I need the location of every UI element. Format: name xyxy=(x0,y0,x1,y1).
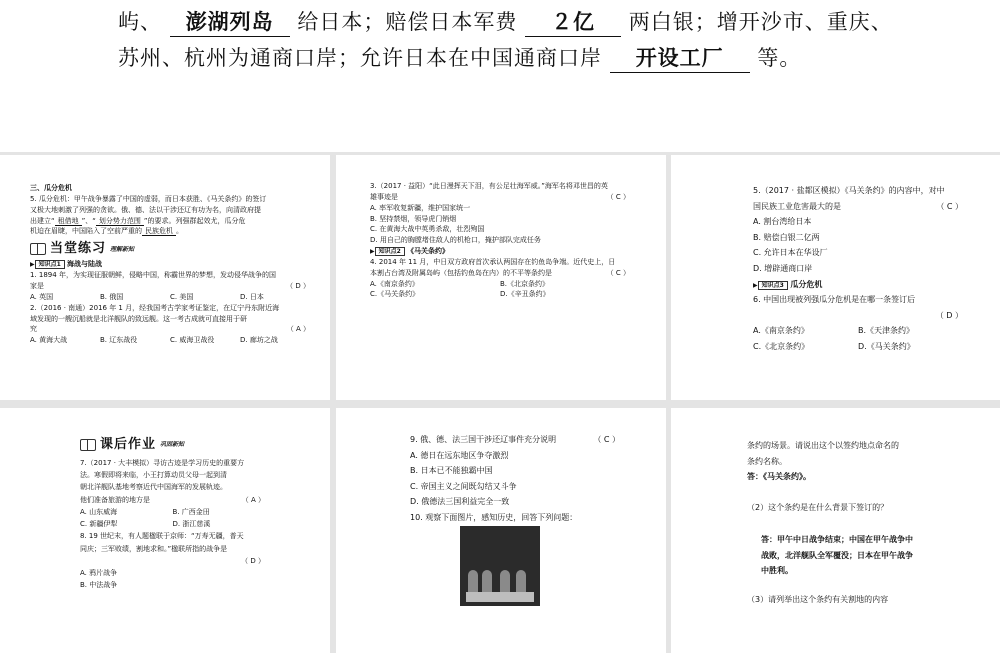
option: B.《天津条约》 xyxy=(858,326,915,336)
answer: （ C ） xyxy=(936,201,963,211)
option: B. 俄国 xyxy=(100,292,124,301)
answer: （ C ） xyxy=(606,268,630,277)
answer-text: 中胜利。 xyxy=(761,566,793,576)
option: C. 允许日本在华设厂 xyxy=(753,248,828,258)
option: B. 日本已不能独霸中国 xyxy=(410,466,493,476)
answer: （ D ） xyxy=(935,310,963,320)
banner-subtitle: 巩固新知 xyxy=(160,441,185,449)
option: D. 日本 xyxy=(240,292,264,301)
option: A. 山东威海 xyxy=(80,507,118,516)
question-line xyxy=(80,494,265,506)
answer-blank: ２亿 xyxy=(525,6,621,37)
question-text: 6. 中国出现被列强瓜分危机是在哪一条签订后 xyxy=(753,295,916,305)
topic-line xyxy=(753,277,963,293)
text: 。 xyxy=(176,227,183,236)
section-title: 三、瓜分危机 xyxy=(30,184,72,192)
text: 苏州、杭州为通商口岸；允许日本在中国通商口岸 xyxy=(118,46,602,70)
answer-blank: 划分势力范围 xyxy=(96,217,144,226)
text: 等。 xyxy=(757,46,802,70)
topic-tag: 知识点2 xyxy=(375,247,405,256)
option: A. 英国 xyxy=(30,292,54,301)
text: 家是 xyxy=(30,282,44,291)
option: B. 辽东战役 xyxy=(100,336,138,345)
banner-title: 当堂练习 xyxy=(50,241,107,257)
text: 国民族工业危害最大的是 xyxy=(753,201,841,211)
options xyxy=(30,335,310,346)
text: 机迫在眉睫，中国陷入了空前严重的 xyxy=(30,227,142,236)
options xyxy=(80,518,265,530)
table xyxy=(466,592,534,602)
option: D. 用自己的胸膛堵住敌人的机枪口，掩护部队完成任务 xyxy=(370,236,541,245)
answer: （ D ） xyxy=(241,556,265,565)
text: ”的要求。列强群起效尤，瓜分危 xyxy=(143,216,246,225)
option: A. 率军收复新疆，维护国家统一 xyxy=(370,203,471,212)
option: B. 广西金田 xyxy=(172,507,210,516)
top-line-2 xyxy=(118,42,801,73)
top-text-area xyxy=(0,0,1000,152)
answer: （ A ） xyxy=(241,495,265,504)
option: D.《马关条约》 xyxy=(858,341,915,351)
answer-blank: 民族危机 xyxy=(142,227,176,236)
text: 9. 俄、德、法三国干涉还辽事件充分说明 xyxy=(410,435,557,444)
banner xyxy=(30,239,310,259)
question-line xyxy=(30,324,310,335)
answer-blank: 租借地 xyxy=(55,217,82,226)
answer-text: 答：甲午中日战争结束；中国在甲午战争中 xyxy=(761,535,913,544)
option: A. 黄海大战 xyxy=(30,336,68,345)
option: D. 俄德法三国利益完全一致 xyxy=(410,497,510,507)
question-text: 5. 瓜分危机：甲午战争暴露了中国的虚弱，而日本获胜、《马关条约》的签订 xyxy=(30,194,267,203)
option: D. 廊坊之战 xyxy=(240,336,278,345)
option: A. 鸦片战争 xyxy=(80,569,118,577)
topic-title: 海战与陆战 xyxy=(67,260,103,269)
option: D. 浙江慈溪 xyxy=(172,520,211,528)
question-text: 条约的场景。请说出这个以签约地点命名的 xyxy=(747,441,899,450)
answer: （ A ） xyxy=(286,325,310,334)
slide-thumbnail-6[interactable] xyxy=(671,408,1000,653)
text: 给日本；赔偿日本军费 xyxy=(297,10,518,34)
topic-tag: 知识点3 xyxy=(758,281,788,290)
text: 雄事迹是 xyxy=(370,192,398,201)
triangle-icon: ▶ xyxy=(30,261,35,269)
option: D.《辛丑条约》 xyxy=(500,290,550,299)
answer-text: 战败，北洋舰队全军覆没；日本在甲午战争 xyxy=(761,550,913,560)
question-text: 2.（2016 · 南通）2016 年 1 月，经我国考古学家考证鉴定，在辽宁丹东附近海 xyxy=(30,303,280,312)
question-text: 10. 观察下面图片，感知历史，回答下列问题： xyxy=(410,512,578,522)
option: C. 帝国主义之间既勾结又斗争 xyxy=(410,481,517,491)
question-line xyxy=(30,281,310,292)
historical-photo xyxy=(460,526,540,606)
question-line xyxy=(30,216,310,227)
triangle-icon: ▶ xyxy=(753,281,758,289)
text: 两白银；增开沙市、重庆、 xyxy=(628,10,893,34)
question-text: 8. 19 世纪末，有人题楹联于京师：“万寿无疆，普天 xyxy=(80,532,244,541)
options xyxy=(30,292,310,303)
text: 究 xyxy=(30,325,37,334)
question-text: 5.（2017 · 盐都区模拟）《马关条约》的内容中，对中 xyxy=(753,186,945,195)
question-line xyxy=(753,199,963,215)
option: C. 威海卫战役 xyxy=(170,336,215,345)
option: B. 中法战争 xyxy=(80,581,118,590)
question-text: 3.（2017 · 益阳）“此日漫挥天下泪，有公足壮海军威。”海军名将邓世昌的英 xyxy=(370,182,608,190)
text: ”、“ xyxy=(81,216,96,225)
question-line xyxy=(370,268,630,279)
options xyxy=(753,323,963,339)
question-line xyxy=(410,432,620,448)
option: D. 增辟通商口岸 xyxy=(753,263,813,273)
question-text: 7.（2017 · 大丰模拟）寻访古迹是学习历史的重要方 xyxy=(80,458,245,467)
topic-tag: 知识点1 xyxy=(35,260,65,269)
option: C. 美国 xyxy=(170,292,194,301)
topic-line xyxy=(370,246,630,257)
topic-title: 《马关条约》 xyxy=(407,247,450,256)
option: C.《北京条约》 xyxy=(753,341,810,351)
slide-thumbnail-2[interactable] xyxy=(336,155,666,400)
question-text: 又极大地刺激了列强的贪欲。俄、德、法以干涉还辽有功为名，向清政府提 xyxy=(30,205,261,214)
slide-thumbnail-4[interactable] xyxy=(0,408,330,653)
options xyxy=(80,506,265,518)
option: C. 在黄海大战中英勇杀敌，壮烈殉国 xyxy=(370,225,485,234)
option: A. 割台湾给日本 xyxy=(753,217,812,227)
text: 屿、 xyxy=(118,10,162,34)
banner-title: 课后作业 xyxy=(100,437,157,452)
question-text: 法。寒假即将来临，小王打算动员父母一起到清 xyxy=(80,471,227,479)
option: A. 德日在远东地区争夺激烈 xyxy=(410,450,509,460)
option: C.《马关条约》 xyxy=(370,290,420,299)
option: B.《北京条约》 xyxy=(500,279,550,288)
top-line-1 xyxy=(118,6,893,37)
question-text: 同庆；三军败绩，割地求和。”楹联所指的战争是 xyxy=(80,544,228,553)
topic-title: 瓜分危机 xyxy=(790,279,823,289)
question-line xyxy=(370,192,630,203)
book-icon xyxy=(30,243,46,255)
triangle-icon: ▶ xyxy=(370,248,375,256)
slide-thumbnail-3[interactable] xyxy=(671,155,1000,400)
text: 本割占台湾及附属岛屿（包括钓鱼岛在内）的不平等条约是 xyxy=(370,268,552,277)
question-text: （2）这个条约是在什么背景下签订的？ xyxy=(747,503,889,512)
answer: （ C ） xyxy=(606,192,630,201)
question-text: 域发现的一艘沉船就是北洋舰队的致远舰。这一考古成就可直接用于研 xyxy=(30,314,247,323)
text: 出建立“ xyxy=(30,216,55,225)
book-icon xyxy=(80,439,96,451)
question-text: 条约名称。 xyxy=(747,456,787,466)
text: 他们准备旅游的地方是 xyxy=(80,495,150,504)
answer-blank: 澎湖列岛 xyxy=(170,6,290,37)
slide-thumbnail-5[interactable] xyxy=(336,408,666,653)
option: A.《南京条约》 xyxy=(370,279,419,288)
option: A.《南京条约》 xyxy=(753,326,809,336)
options xyxy=(370,279,630,290)
topic-line xyxy=(30,259,310,270)
answer-text: 答：《马关条约》。 xyxy=(747,472,811,482)
option: C. 新疆伊犁 xyxy=(80,520,118,528)
answer-blank: 开设工厂 xyxy=(610,42,750,73)
options xyxy=(370,289,630,300)
option: B. 坚持禁烟，领导虎门销烟 xyxy=(370,214,457,223)
options xyxy=(753,339,963,355)
slide-thumbnail-1[interactable] xyxy=(0,155,330,400)
banner xyxy=(80,434,265,457)
question-text: 1. 1894 年，为实现征服朝鲜，侵略中国，称霸世界的梦想，发动侵华战争的国 xyxy=(30,271,276,280)
question-line xyxy=(30,226,310,237)
answer: （ D ） xyxy=(286,282,310,291)
option: B. 赔偿白银二亿两 xyxy=(753,232,820,242)
question-text: 4. 2014 年 11 月，中日双方政府首次承认两国存在钓鱼岛争端。近代史上，日 xyxy=(370,257,616,266)
banner-subtitle: 理解新知 xyxy=(110,245,135,253)
answer: （ C ） xyxy=(593,435,620,444)
question-text: （3）请列举出这个条约有关割地的内容 xyxy=(747,595,889,604)
question-text: 朝北洋舰队基地考察近代中国海军的发展轨迹。 xyxy=(80,483,227,492)
